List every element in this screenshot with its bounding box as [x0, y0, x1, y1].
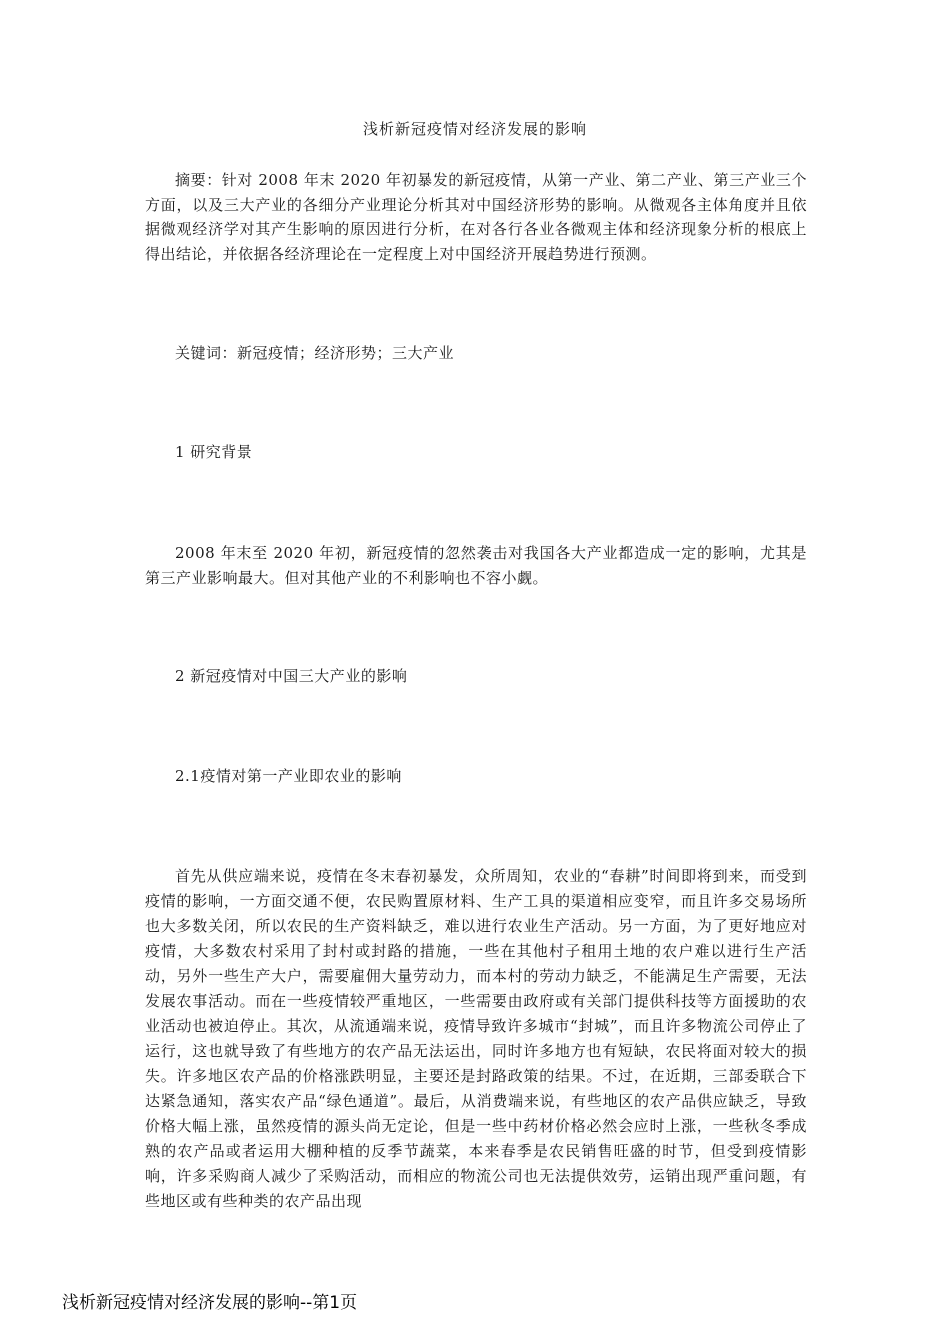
abstract-paragraph: 摘要：针对 2008 年末 2020 年初暴发的新冠疫情，从第一产业、第二产业、第三产业三个方面，以及三大产业的各细分产业理论分析其对中国经济形势的影响。从微观各主体角度并且依据微观经济学对其产生影响的原因进行分析，在对各行各业各微观主体和经济现象分析的根底上得出结论，并依据各经济理论在一定程度上对中国经济开展趋势进行预测。: [145, 171, 807, 263]
section-1-heading: 1 研究背景: [175, 443, 253, 461]
document-title: 浅析新冠疫情对经济发展的影响: [362, 120, 587, 138]
keywords-paragraph: 关键词：新冠疫情；经济形势；三大产业: [175, 344, 455, 362]
page-footer: 浅析新冠疫情对经济发展的影响--第1页: [62, 1293, 358, 1313]
section-1-body: 2008 年末至 2020 年初，新冠疫情的忽然袭击对我国各大产业都造成一定的影响，尤其是第三产业影响最大。但对其他产业的不利影响也不容小觑。: [145, 544, 807, 587]
section-2-1-body: 首先从供应端来说，疫情在冬末春初暴发，众所周知，农业的“春耕”时间即将到来，而受到疫情的影响，一方面交通不便，农民购置原材料、生产工具的渠道相应变窄，而且许多交易场所也大多数关闭，所以农民的生产资料缺乏，难以进行农业生产活动。另一方面，为了更好地应对疫情，大多数农村采用了封村或封路的措施，一些在其他村子租用土地的农户难以进行生产活动，另外一些生产大户，需要雇佣大量劳动力，而本村的劳动力缺乏，不能满足生产需要，无法发展农事活动。而在一些疫情较严重地区，一些需要由政府或有关部门提供科技等方面援助的农业活动也被迫停止。其次，从流通端来说，疫情导致许多城市“封城”，而且许多物流公司停止了运行，这也就导致了有些地方的农产品无法运出，同时许多地方也有短缺，农民将面对较大的损失。许多地区农产品的价格涨跌明显，主要还是封路政策的结果。不过，在近期，三部委联合下达紧急通知，落实农产品“绿色通道”。最后，从消费端来说，有些地区的农产品供应缺乏，导致价格大幅上涨，虽然疫情的源头尚无定论，但是一些中药材价格必然会应时上涨，一些秋冬季成熟的农产品或者运用大棚种植的反季节蔬菜，本来春季是农民销售旺盛的时节，但受到疫情影响，许多采购商人减少了采购活动，而相应的物流公司也无法提供效劳，运销出现严重问题，有些地区或有些种类的农产品出现: [145, 867, 807, 1210]
section-2-heading: 2 新冠疫情对中国三大产业的影响: [175, 667, 408, 685]
section-2-1-heading: 2.1疫情对第一产业即农业的影响: [175, 767, 402, 785]
